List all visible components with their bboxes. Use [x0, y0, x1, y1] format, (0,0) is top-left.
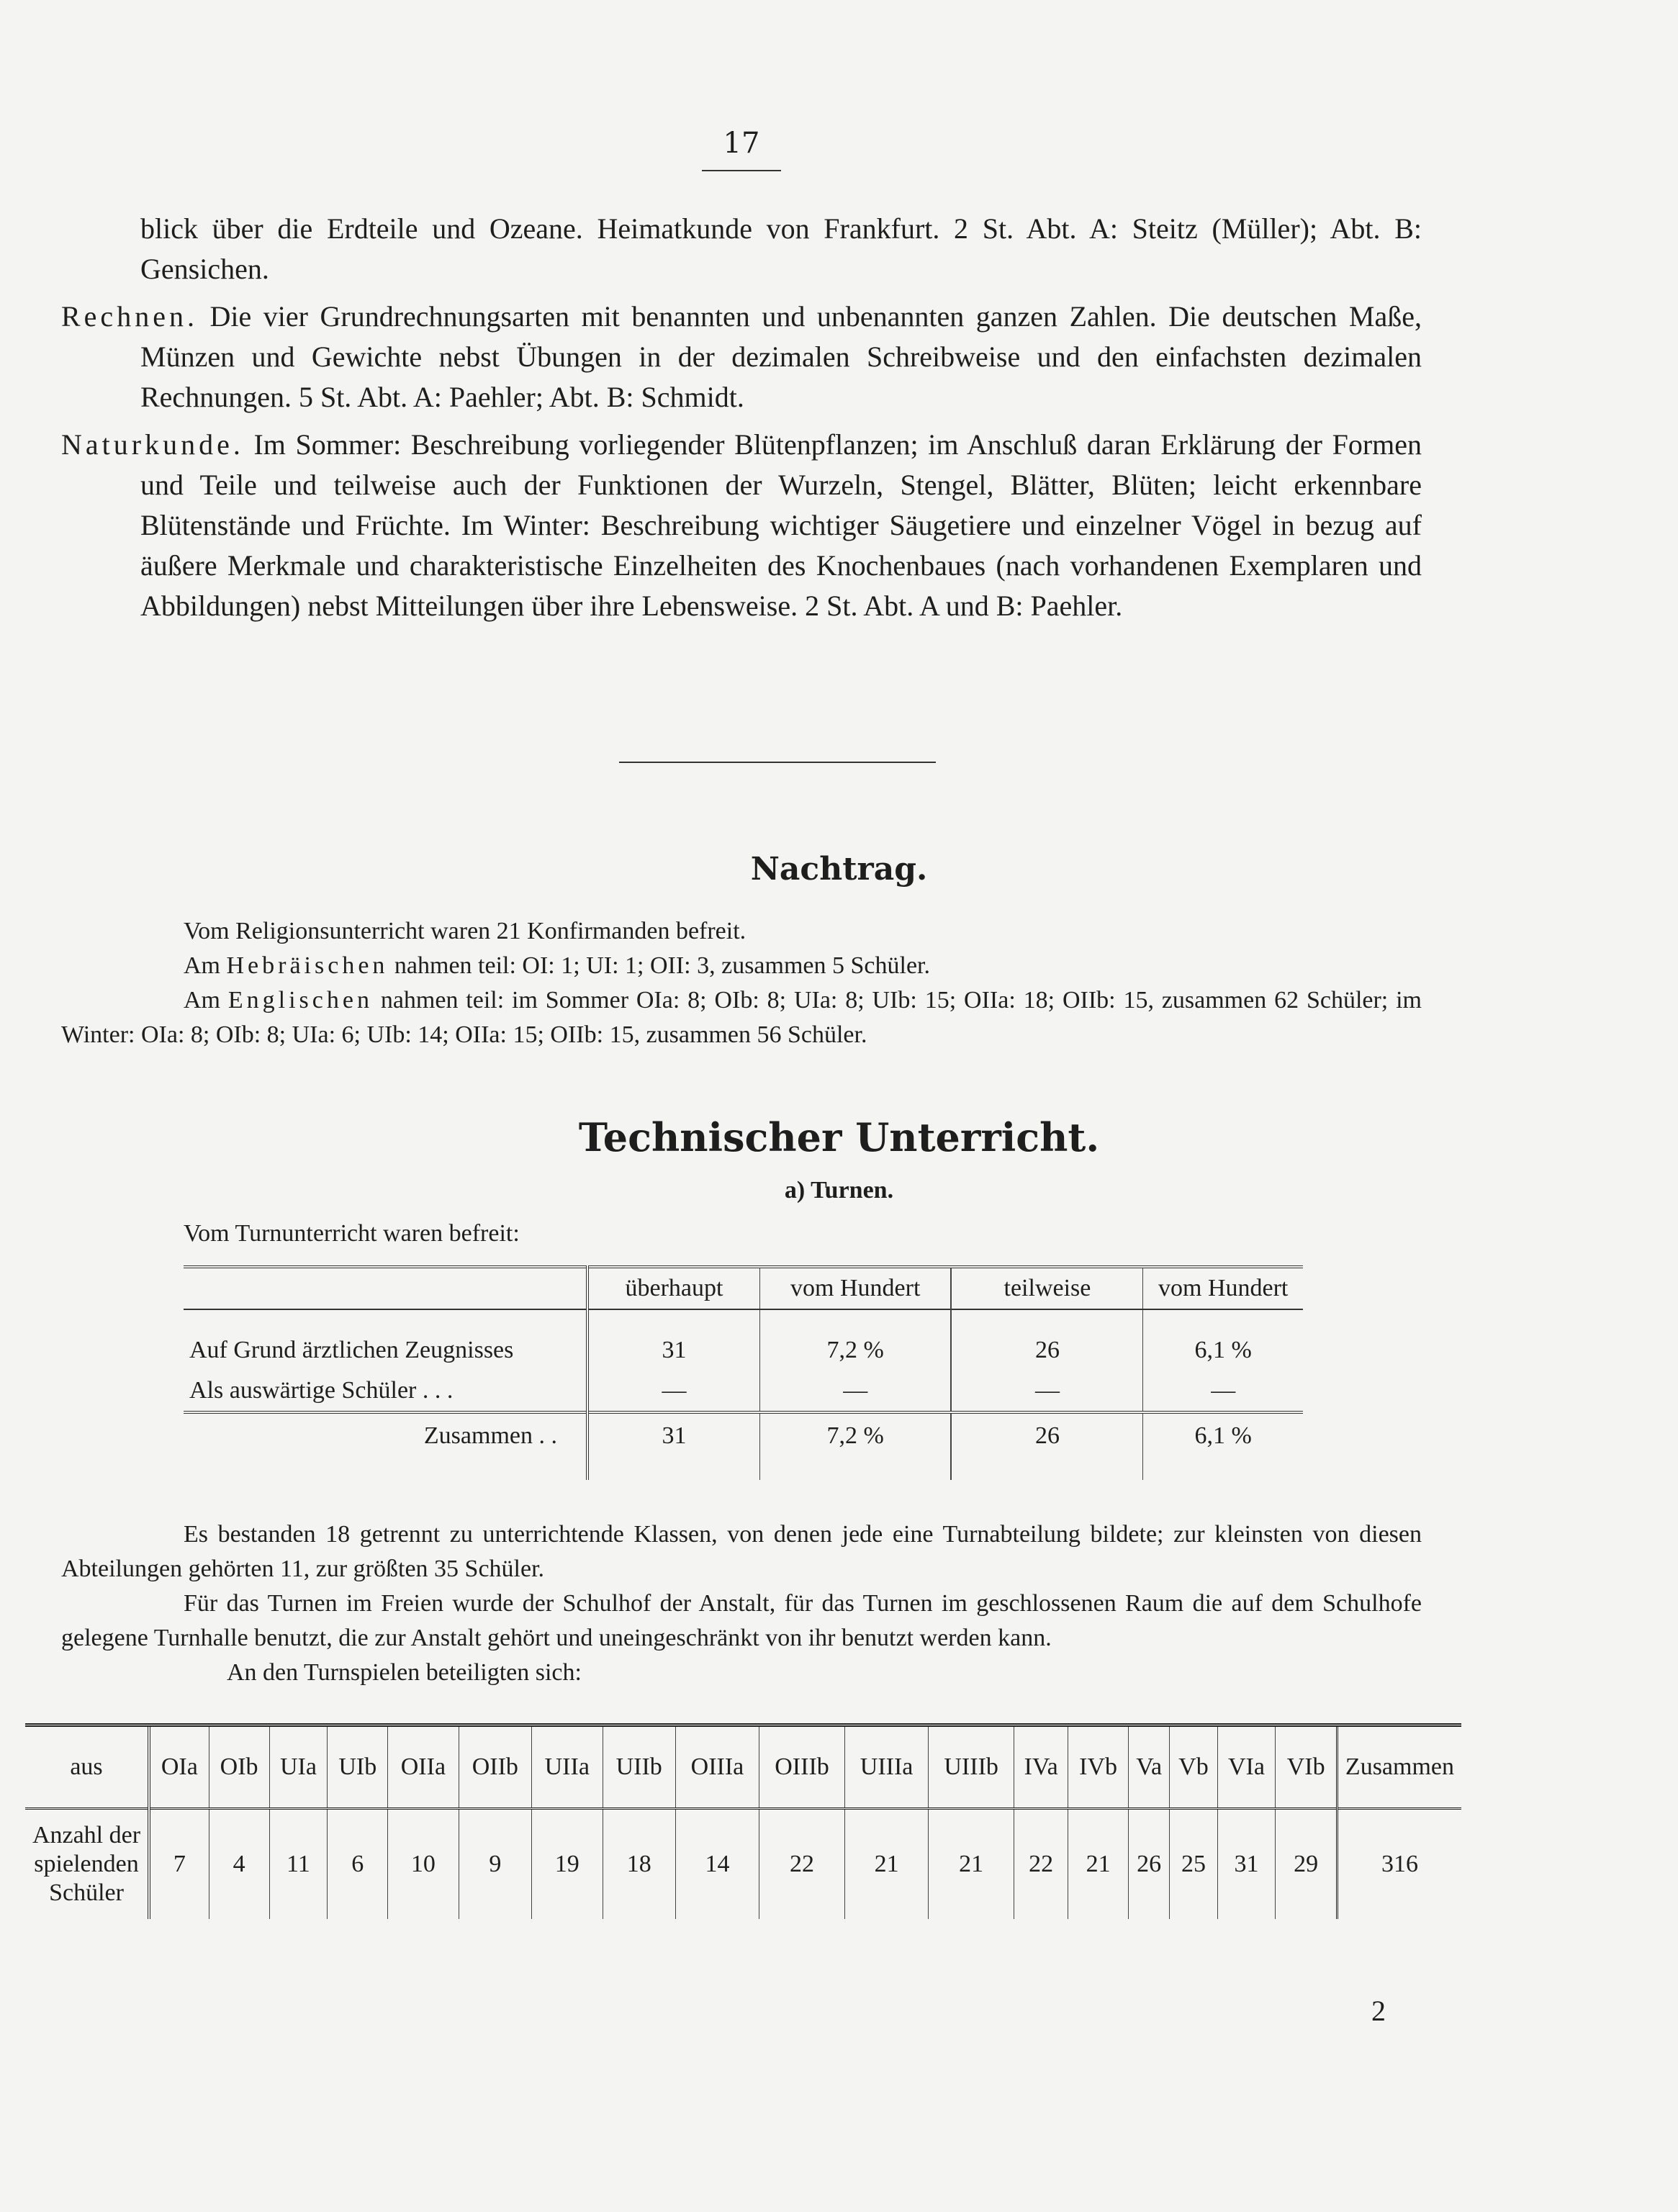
row-label: Anzahl der spielenden Schüler	[25, 1809, 149, 1920]
cell: 26	[951, 1412, 1142, 1480]
page-number-rule	[702, 170, 781, 171]
nachtrag-line-hebraeisch	[61, 949, 1422, 983]
class-count-cell: 26	[1128, 1809, 1169, 1920]
class-column-header: OIIb	[459, 1725, 531, 1809]
turnspiele-table	[25, 1723, 1461, 1919]
column-header: vom Hundert	[759, 1267, 951, 1309]
class-column-header: OIIIa	[675, 1725, 759, 1809]
subject-heading: Rechnen.	[61, 300, 198, 333]
row-header-label: aus	[25, 1725, 149, 1809]
table-row	[184, 1371, 1303, 1412]
befreiung-table	[184, 1265, 1303, 1480]
cell: —	[951, 1371, 1142, 1412]
class-count-cell: 21	[1068, 1809, 1129, 1920]
section-divider	[619, 762, 936, 763]
cell: 31	[587, 1412, 759, 1480]
class-column-header: Va	[1128, 1725, 1169, 1809]
class-column-header: OIa	[149, 1725, 209, 1809]
cell: 6,1 %	[1194, 1337, 1252, 1363]
text-fragment: nahmen teil: OI: 1; UI: 1; OII: 3, zusammen 5 Schüler.	[388, 952, 930, 979]
class-count-cell: 316	[1337, 1809, 1461, 1920]
class-count-cell: 14	[675, 1809, 759, 1920]
paragraph-turnspiele-intro: An den Turnspielen beteiligten sich:	[227, 1659, 582, 1686]
text-fragment: Am	[184, 952, 227, 979]
class-count-cell: 21	[845, 1809, 929, 1920]
class-count-cell: 21	[929, 1809, 1014, 1920]
column-header: überhaupt	[587, 1267, 759, 1309]
cell: —	[1211, 1377, 1236, 1404]
class-column-header: UIIIb	[929, 1725, 1014, 1809]
class-column-header: VIa	[1217, 1725, 1276, 1809]
class-column-header: Vb	[1170, 1725, 1217, 1809]
class-count-cell: 9	[459, 1809, 531, 1920]
cell: —	[759, 1371, 951, 1412]
class-count-cell: 7	[149, 1809, 209, 1920]
cell: 26	[951, 1309, 1142, 1371]
class-count-cell: 11	[269, 1809, 328, 1920]
class-count-cell: 4	[209, 1809, 269, 1920]
class-count-cell: 22	[759, 1809, 845, 1920]
class-column-header: OIIIb	[759, 1725, 845, 1809]
class-column-header: OIb	[209, 1725, 269, 1809]
class-count-cell: 18	[603, 1809, 675, 1920]
nachtrag-title: Nachtrag.	[750, 851, 928, 888]
paragraph-text: Die vier Grundrechnungsarten mit benannten und unbenannten ganzen Zahlen. Die deutschen Maße, Münzen und Gewichte nebst Übungen in der dezimalen Schreibweise und den einfachsten dezimalen Rechnungen. 5 St. Abt. A: Paehler; Abt. B: Schmidt.	[140, 300, 1422, 413]
cell: 7,2 %	[759, 1412, 951, 1480]
technisch-title: Technischer Unterricht.	[578, 1114, 1100, 1160]
subject-spaced: Hebräischen	[226, 952, 389, 979]
table-total-row	[184, 1412, 1303, 1480]
class-count-cell: 19	[532, 1809, 603, 1920]
paragraph-text: blick über die Erdteile und Ozeane. Heimatkunde von Frankfurt. 2 St. Abt. A: Steitz (Müller); Abt. B: Gensichen.	[140, 212, 1422, 285]
nachtrag-text	[61, 914, 1422, 1052]
row-label: Zusammen . .	[184, 1412, 587, 1480]
class-column-header: UIIb	[603, 1725, 675, 1809]
class-count-cell: 10	[388, 1809, 459, 1920]
turnen-paragraphs	[61, 1517, 1422, 1690]
class-count-cell: 6	[328, 1809, 388, 1920]
column-header: vom Hundert	[1158, 1275, 1289, 1301]
befreit-intro: Vom Turnunterricht waren befreit:	[184, 1220, 520, 1247]
class-column-header: UIb	[328, 1725, 388, 1809]
subject-spaced: Englischen	[227, 987, 373, 1014]
paragraph-text: Im Sommer: Beschreibung vorliegender Blütenpflanzen; im Anschluß daran Erklärung der Formen und Teile und teilweise auch der Funktionen der Wurzeln, Stengel, Blätter, Blüten; leicht erkennbare Blütenstände und Früchte. Im Winter: Beschreibung wichtiger Säugetiere und einzelner Vögel in bezug auf äußere Merkmale und charakteristische Einzelheiten des Knochenbaues (nach vorhandenen Exemplaren und Abbildungen) nebst Mitteilungen über ihre Lebensweise. 2 St. Abt. A und B: Paehler.	[140, 428, 1422, 622]
class-column-header: OIIa	[388, 1725, 459, 1809]
row-label: Als auswärtige Schüler . . .	[184, 1371, 587, 1412]
class-column-header: UIIa	[532, 1725, 603, 1809]
paragraph-naturkunde	[61, 425, 1422, 626]
class-column-header: VIb	[1276, 1725, 1338, 1809]
cell: 7,2 %	[759, 1309, 951, 1371]
class-column-header: IVa	[1014, 1725, 1068, 1809]
paragraph-turnhalle: Für das Turnen im Freien wurde der Schulhof der Anstalt, für das Turnen im geschlossenen Raum die auf dem Schulhofe gelegene Turnhalle benutzt, die zur Anstalt gehört und uneingeschränkt von ihr benutzt werden kann.	[61, 1590, 1422, 1651]
class-count-cell: 31	[1217, 1809, 1276, 1920]
table-row	[25, 1809, 1461, 1920]
subject-heading: Naturkunde.	[61, 428, 244, 461]
technisch-subtitle: a) Turnen.	[784, 1177, 894, 1204]
nachtrag-line-religion: Vom Religionsunterricht waren 21 Konfirmanden befreit.	[184, 918, 746, 944]
text-fragment: Am	[184, 987, 228, 1014]
row-label: Auf Grund ärztlichen Zeugnisses	[184, 1309, 587, 1371]
paragraph-klassen: Es bestanden 18 getrennt zu unterrichtende Klassen, von denen jede eine Turnabteilung bildete; zur kleinsten von diesen Abteilungen gehörten 11, zur größten 35 Schüler.	[61, 1521, 1422, 1582]
class-count-cell: 29	[1276, 1809, 1338, 1920]
column-header: teilweise	[951, 1267, 1142, 1309]
class-count-cell: 25	[1170, 1809, 1217, 1920]
paragraph-rechnen	[61, 297, 1422, 417]
signature-number: 2	[1371, 1995, 1386, 2027]
class-column-header: UIIIa	[845, 1725, 929, 1809]
table-header-row	[184, 1267, 1303, 1309]
nachtrag-line-englisch	[61, 983, 1422, 1052]
class-column-header: UIa	[269, 1725, 328, 1809]
cell: 6,1 %	[1194, 1422, 1252, 1449]
class-column-header: IVb	[1068, 1725, 1129, 1809]
table-row	[184, 1309, 1303, 1371]
cell: 31	[587, 1309, 759, 1371]
page-number: 17	[723, 127, 760, 160]
class-column-header: Zusammen	[1337, 1725, 1461, 1809]
paragraph-erdkunde-continued	[61, 209, 1422, 289]
class-count-cell: 22	[1014, 1809, 1068, 1920]
text-fragment: nahmen teil: im Sommer OIa: 8; OIb: 8; UIa: 8; UIb: 15; OIIa: 18; OIIb: 15, zusammen 62 Schüler; im Winter: OIa: 8; OIb: 8; UIa: 6; UIb: 14; OIIa: 15; OIIb: 15, zusammen 56 Schüler.	[61, 987, 1422, 1048]
top-paragraphs	[61, 209, 1422, 626]
table-label-column-header	[184, 1267, 587, 1309]
cell: —	[587, 1371, 759, 1412]
table-header-row	[25, 1725, 1461, 1809]
